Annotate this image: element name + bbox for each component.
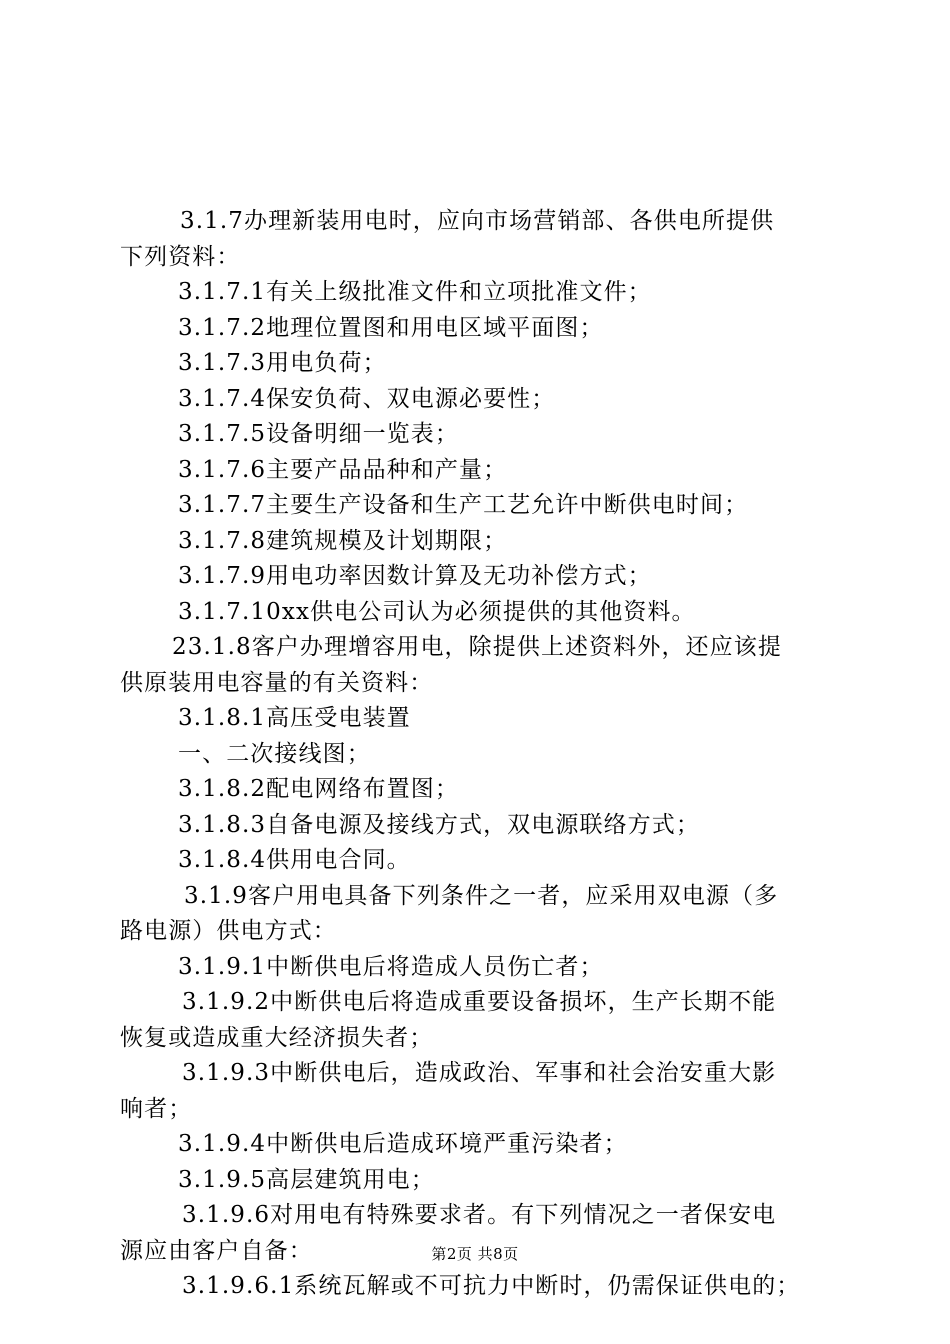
- document-line: 路电源）供电方式：: [120, 918, 337, 944]
- document-line: 3.1.8.2配电网络布置图；: [178, 776, 459, 802]
- document-line: 3.1.7.10xx供电公司认为必须提供的其他资料。: [178, 598, 696, 625]
- document-line: 3.1.9客户用电具备下列条件之一者，应采用双电源（多: [184, 882, 779, 909]
- document-line: 23.1.8客户办理增容用电，除提供上述资料外，还应该提: [172, 634, 782, 660]
- document-line: 3.1.8.1高压受电装置: [178, 705, 411, 731]
- document-line: 3.1.7.2地理位置图和用电区域平面图；: [178, 314, 604, 341]
- document-line: 3.1.7.5设备明细一览表；: [178, 421, 459, 447]
- page-footer: 第2页 共8页: [431, 1245, 519, 1263]
- document-line: 3.1.9.3中断供电后，造成政治、军事和社会治安重大影: [182, 1060, 777, 1086]
- document-line: 3.1.7.7主要生产设备和生产工艺允许中断供电时间；: [178, 492, 749, 518]
- document-line: 供原装用电容量的有关资料：: [120, 669, 434, 696]
- document-line: 3.1.9.5高层建筑用电；: [178, 1166, 435, 1193]
- document-line: 3.1.7.8建筑规模及计划期限；: [178, 527, 508, 554]
- document-line: 3.1.7.4保安负荷、双电源必要性；: [178, 385, 556, 412]
- document-line: 3.1.7.9用电功率因数计算及无功补偿方式；: [178, 563, 652, 589]
- document-line: 3.1.7.3用电负荷；: [178, 350, 387, 376]
- document-line: 3.1.9.6对用电有特殊要求者。有下列情况之一者保安电: [182, 1202, 777, 1228]
- document-line: 3.1.7.6主要产品品种和产量；: [178, 456, 508, 483]
- document-line: 3.1.7.1有关上级批准文件和立项批准文件；: [178, 279, 652, 305]
- document-line: 3.1.9.2中断供电后将造成重要设备损坏，生产长期不能: [182, 989, 777, 1015]
- document-line: 源应由客户自备：: [120, 1237, 313, 1264]
- document-line: 3.1.9.4中断供电后造成环境严重污染者；: [178, 1131, 628, 1157]
- document-body: [120, 204, 840, 1305]
- document-line: 一、二次接线图；: [178, 740, 371, 767]
- document-line: 3.1.7办理新装用电时，应向市场营销部、各供电所提供: [180, 208, 775, 234]
- document-line: 3.1.9.1中断供电后将造成人员伤亡者；: [178, 953, 604, 980]
- document-line: 恢复或造成重大经济损失者；: [120, 1024, 434, 1051]
- document-line: 下列资料：: [120, 243, 241, 270]
- document-line: 响者；: [120, 1095, 193, 1122]
- document-line: 3.1.9.6.1系统瓦解或不可抗力中断时，仍需保证供电的；: [182, 1273, 801, 1299]
- document-line: 3.1.8.3自备电源及接线方式，双电源联络方式；: [178, 811, 700, 838]
- document-line: 3.1.8.4供用电合同。: [178, 847, 411, 873]
